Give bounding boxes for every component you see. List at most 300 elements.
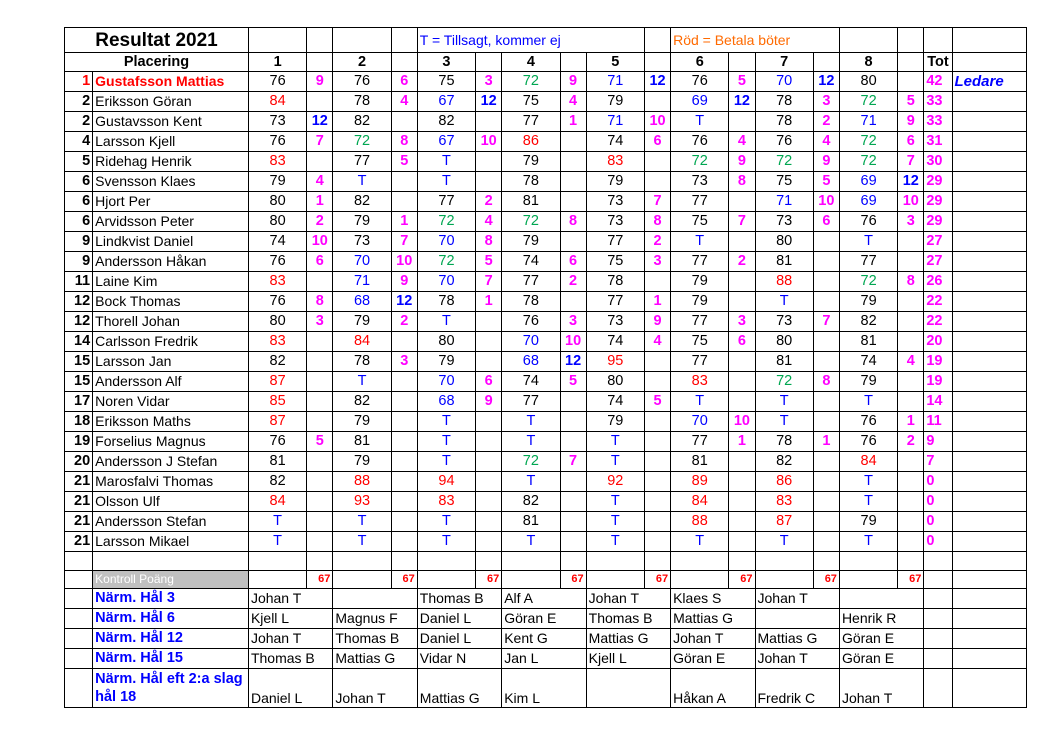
score-cell: 75 xyxy=(671,332,729,352)
score-cell: 69 xyxy=(671,92,729,112)
points-cell: 2 xyxy=(644,232,670,252)
score-cell: 69 xyxy=(839,172,897,192)
points-cell: 3 xyxy=(307,312,333,332)
table-row xyxy=(65,492,1027,512)
points-cell: 3 xyxy=(476,72,502,92)
player-name: Eriksson Göran xyxy=(93,92,249,112)
kontroll-value: 67 xyxy=(729,571,755,589)
points-cell xyxy=(729,232,755,252)
score-cell: 81 xyxy=(839,332,897,352)
closest-winner xyxy=(755,609,839,629)
kontroll-value: 67 xyxy=(898,571,924,589)
player-total: 29 xyxy=(924,192,952,212)
points-cell: 8 xyxy=(644,212,670,232)
points-cell xyxy=(729,292,755,312)
points-cell xyxy=(813,472,839,492)
score-cell: T xyxy=(417,172,475,192)
points-cell: 3 xyxy=(898,212,924,232)
extra-cell xyxy=(952,512,1027,532)
extra-cell xyxy=(952,452,1027,472)
points-cell xyxy=(644,492,670,512)
score-cell: 84 xyxy=(839,452,897,472)
score-cell: 74 xyxy=(502,372,560,392)
extra-cell xyxy=(952,252,1027,272)
score-cell: 77 xyxy=(671,312,729,332)
score-cell: 77 xyxy=(502,392,560,412)
points-cell: 6 xyxy=(898,132,924,152)
extra-cell xyxy=(952,372,1027,392)
score-cell: 77 xyxy=(502,112,560,132)
empty-cell xyxy=(65,649,93,669)
points-cell xyxy=(813,352,839,372)
closest-winner: Göran E xyxy=(839,629,923,649)
points-cell xyxy=(813,252,839,272)
points-cell xyxy=(476,152,502,172)
closest-winner: Jan L xyxy=(502,649,586,669)
empty-cell xyxy=(65,609,93,629)
closest-winner: Alf A xyxy=(502,589,586,609)
score-cell: 70 xyxy=(333,252,391,272)
points-cell: 10 xyxy=(391,252,417,272)
closest-winner: Johan T xyxy=(839,669,923,708)
table-row xyxy=(65,72,1027,92)
points-cell: 2 xyxy=(307,212,333,232)
player-place: 9 xyxy=(65,232,93,252)
score-cell: 75 xyxy=(671,212,729,232)
closest-winner: Håkan A xyxy=(671,669,755,708)
points-cell: 6 xyxy=(813,212,839,232)
player-name: Larsson Kjell xyxy=(93,132,249,152)
score-cell: 80 xyxy=(248,212,306,232)
extra-cell xyxy=(952,172,1027,192)
player-place: 1 xyxy=(65,72,93,92)
closest-label: Närm. Hål eft 2:a slag hål 18 xyxy=(93,669,249,708)
points-cell xyxy=(898,232,924,252)
points-cell: 3 xyxy=(391,352,417,372)
score-cell: 82 xyxy=(839,312,897,332)
score-cell: 68 xyxy=(502,352,560,372)
score-cell: 95 xyxy=(586,352,644,372)
score-cell: 76 xyxy=(333,72,391,92)
points-cell: 6 xyxy=(560,252,586,272)
score-cell: 77 xyxy=(502,272,560,292)
score-cell: 86 xyxy=(755,472,813,492)
score-cell: 76 xyxy=(248,252,306,272)
score-cell: 72 xyxy=(417,252,475,272)
score-cell: 76 xyxy=(248,132,306,152)
score-cell: 82 xyxy=(333,192,391,212)
points-cell xyxy=(476,412,502,432)
points-cell: 12 xyxy=(476,92,502,112)
score-cell: 88 xyxy=(671,512,729,532)
extra-cell xyxy=(952,92,1027,112)
closest-row xyxy=(65,669,1027,708)
closest-winner: Johan T xyxy=(248,629,332,649)
score-cell: T xyxy=(755,412,813,432)
closest-winner: Mattias G xyxy=(671,609,755,629)
points-cell xyxy=(644,472,670,492)
empty-cell xyxy=(671,571,729,589)
player-total: 31 xyxy=(924,132,952,152)
empty-cell xyxy=(952,609,1027,629)
score-cell: T xyxy=(586,512,644,532)
points-cell xyxy=(307,412,333,432)
score-cell: 77 xyxy=(671,352,729,372)
points-cell: 5 xyxy=(644,392,670,412)
points-cell: 10 xyxy=(898,192,924,212)
header-round-pts-8 xyxy=(898,53,924,72)
closest-winner: Henrik R xyxy=(839,609,923,629)
points-cell xyxy=(391,192,417,212)
points-cell: 3 xyxy=(813,92,839,112)
score-cell: T xyxy=(671,392,729,412)
score-cell: T xyxy=(417,152,475,172)
player-total: 7 xyxy=(924,452,952,472)
points-cell xyxy=(391,412,417,432)
score-cell: 79 xyxy=(333,452,391,472)
points-cell xyxy=(560,192,586,212)
player-total: 27 xyxy=(924,252,952,272)
player-total: 22 xyxy=(924,292,952,312)
points-cell: 2 xyxy=(560,272,586,292)
points-cell: 12 xyxy=(644,72,670,92)
points-cell: 10 xyxy=(644,112,670,132)
points-cell xyxy=(560,512,586,532)
score-cell: 71 xyxy=(755,192,813,212)
score-cell: 80 xyxy=(586,372,644,392)
points-cell xyxy=(729,352,755,372)
score-cell: 70 xyxy=(502,332,560,352)
score-cell: 75 xyxy=(755,172,813,192)
extra-cell xyxy=(952,212,1027,232)
points-cell xyxy=(813,492,839,512)
points-cell: 6 xyxy=(307,252,333,272)
player-total: 9 xyxy=(924,432,952,452)
empty-cell xyxy=(586,552,644,571)
closest-winner: Johan T xyxy=(671,629,755,649)
points-cell xyxy=(391,532,417,552)
score-cell: 78 xyxy=(586,272,644,292)
empty-cell xyxy=(924,629,952,649)
points-cell: 3 xyxy=(560,312,586,332)
closest-label: Närm. Hål 12 xyxy=(93,629,249,649)
score-cell: 77 xyxy=(586,292,644,312)
points-cell: 7 xyxy=(898,152,924,172)
player-total: 30 xyxy=(924,152,952,172)
score-cell: 72 xyxy=(502,452,560,472)
points-cell: 9 xyxy=(729,152,755,172)
points-cell xyxy=(560,472,586,492)
table-row xyxy=(65,92,1027,112)
closest-winner: Göran E xyxy=(839,649,923,669)
points-cell xyxy=(560,132,586,152)
score-cell: 72 xyxy=(333,132,391,152)
score-cell: T xyxy=(502,412,560,432)
player-place: 20 xyxy=(65,452,93,472)
legend-rod: Röd = Betala böter xyxy=(671,28,840,53)
points-cell: 1 xyxy=(307,192,333,212)
score-cell: 74 xyxy=(248,232,306,252)
points-cell xyxy=(813,532,839,552)
empty-cell xyxy=(65,629,93,649)
score-cell: 82 xyxy=(502,492,560,512)
score-cell: 73 xyxy=(755,312,813,332)
score-cell: 78 xyxy=(755,92,813,112)
player-place: 21 xyxy=(65,532,93,552)
score-cell: 80 xyxy=(248,312,306,332)
points-cell: 8 xyxy=(560,212,586,232)
points-cell: 8 xyxy=(898,272,924,292)
score-cell: 86 xyxy=(502,132,560,152)
score-cell: 72 xyxy=(839,132,897,152)
points-cell: 9 xyxy=(898,112,924,132)
points-cell: 4 xyxy=(813,132,839,152)
player-total: 14 xyxy=(924,392,952,412)
points-cell: 5 xyxy=(813,172,839,192)
points-cell xyxy=(813,452,839,472)
score-cell: T xyxy=(417,532,475,552)
extra-cell xyxy=(952,432,1027,452)
score-cell: 84 xyxy=(248,92,306,112)
points-cell: 2 xyxy=(391,312,417,332)
player-name: Andersson J Stefan xyxy=(93,452,249,472)
header-round-pts-5 xyxy=(644,53,670,72)
points-cell xyxy=(391,392,417,412)
closest-winner: Vidar N xyxy=(417,649,501,669)
score-cell: 82 xyxy=(333,112,391,132)
closest-label: Närm. Hål 15 xyxy=(93,649,249,669)
player-total: 0 xyxy=(924,492,952,512)
score-cell: 85 xyxy=(248,392,306,412)
points-cell xyxy=(898,252,924,272)
player-place: 11 xyxy=(65,272,93,292)
score-cell: 83 xyxy=(417,492,475,512)
points-cell: 3 xyxy=(729,312,755,332)
player-name: Larsson Mikael xyxy=(93,532,249,552)
empty-cell xyxy=(560,552,586,571)
score-cell: 80 xyxy=(755,332,813,352)
points-cell: 9 xyxy=(560,72,586,92)
empty-cell xyxy=(924,552,952,571)
points-cell xyxy=(560,152,586,172)
results-table xyxy=(64,27,1027,708)
score-cell: 83 xyxy=(248,152,306,172)
player-place: 15 xyxy=(65,372,93,392)
player-total: 19 xyxy=(924,352,952,372)
closest-winner: Johan T xyxy=(248,589,332,609)
header-round-pts-3 xyxy=(476,53,502,72)
points-cell: 7 xyxy=(729,212,755,232)
score-cell: 74 xyxy=(502,252,560,272)
score-cell: 81 xyxy=(502,192,560,212)
points-cell xyxy=(391,512,417,532)
score-cell: 79 xyxy=(417,352,475,372)
score-cell: 84 xyxy=(248,492,306,512)
points-cell: 1 xyxy=(813,432,839,452)
score-cell: T xyxy=(839,232,897,252)
player-total: 22 xyxy=(924,312,952,332)
empty-cell xyxy=(898,552,924,571)
empty-cell xyxy=(502,571,560,589)
player-name: Andersson Alf xyxy=(93,372,249,392)
points-cell xyxy=(307,352,333,372)
points-cell: 7 xyxy=(560,452,586,472)
player-place: 6 xyxy=(65,192,93,212)
score-cell: 83 xyxy=(248,272,306,292)
points-cell xyxy=(898,372,924,392)
empty-cell xyxy=(952,629,1027,649)
player-name: Lindkvist Daniel xyxy=(93,232,249,252)
header-round-6: 6 xyxy=(671,53,729,72)
points-cell: 4 xyxy=(898,352,924,372)
leader-note: Ledare xyxy=(952,72,1027,92)
header-round-2: 2 xyxy=(333,53,391,72)
score-cell: 83 xyxy=(248,332,306,352)
header-round-1: 1 xyxy=(248,53,306,72)
player-total: 0 xyxy=(924,532,952,552)
extra-cell xyxy=(952,412,1027,432)
score-cell: 80 xyxy=(417,332,475,352)
points-cell: 1 xyxy=(560,112,586,132)
empty-cell xyxy=(476,552,502,571)
points-cell xyxy=(560,392,586,412)
closest-winner: Daniel L xyxy=(417,609,501,629)
score-cell: T xyxy=(502,532,560,552)
player-place: 18 xyxy=(65,412,93,432)
closest-winner xyxy=(839,589,923,609)
player-name: Ridehag Henrik xyxy=(93,152,249,172)
player-place: 5 xyxy=(65,152,93,172)
player-place: 15 xyxy=(65,352,93,372)
kontroll-value: 67 xyxy=(813,571,839,589)
score-cell: 75 xyxy=(417,72,475,92)
extra-cell xyxy=(952,152,1027,172)
empty-cell xyxy=(924,571,952,589)
score-cell: 73 xyxy=(755,212,813,232)
header-round-pts-7 xyxy=(813,53,839,72)
score-cell: 81 xyxy=(248,452,306,472)
score-cell: 78 xyxy=(755,432,813,452)
empty-cell xyxy=(671,552,729,571)
player-name: Thorell Johan xyxy=(93,312,249,332)
score-cell: 79 xyxy=(839,372,897,392)
empty-cell xyxy=(502,552,560,571)
score-cell: 73 xyxy=(586,212,644,232)
score-cell: 81 xyxy=(333,432,391,452)
points-cell xyxy=(391,432,417,452)
points-cell xyxy=(644,452,670,472)
score-cell: 72 xyxy=(755,372,813,392)
table-row xyxy=(65,312,1027,332)
score-cell: T xyxy=(839,532,897,552)
table-row xyxy=(65,472,1027,492)
score-cell: T xyxy=(586,432,644,452)
points-cell xyxy=(391,112,417,132)
header-round-4: 4 xyxy=(502,53,560,72)
player-name: Marosfalvi Thomas xyxy=(93,472,249,492)
table-row xyxy=(65,172,1027,192)
points-cell: 8 xyxy=(476,232,502,252)
points-cell: 5 xyxy=(729,72,755,92)
score-cell: 79 xyxy=(333,312,391,332)
player-place: 2 xyxy=(65,112,93,132)
points-cell xyxy=(476,352,502,372)
points-cell: 12 xyxy=(813,72,839,92)
score-cell: 70 xyxy=(417,372,475,392)
closest-winner: Thomas B xyxy=(586,609,670,629)
points-cell xyxy=(560,532,586,552)
score-cell: 73 xyxy=(671,172,729,192)
player-total: 33 xyxy=(924,112,952,132)
player-place: 19 xyxy=(65,432,93,452)
points-cell xyxy=(391,472,417,492)
table-row xyxy=(65,212,1027,232)
points-cell xyxy=(644,272,670,292)
points-cell xyxy=(644,92,670,112)
empty-cell xyxy=(644,552,670,571)
closest-winner: Mattias G xyxy=(417,669,501,708)
table-row xyxy=(65,192,1027,212)
empty-cell xyxy=(924,609,952,629)
player-total: 29 xyxy=(924,172,952,192)
score-cell: 87 xyxy=(755,512,813,532)
closest-label: Närm. Hål 3 xyxy=(93,589,249,609)
player-total: 0 xyxy=(924,512,952,532)
empty-cell xyxy=(248,571,306,589)
table-row xyxy=(65,432,1027,452)
points-cell xyxy=(560,432,586,452)
points-cell: 4 xyxy=(729,132,755,152)
empty-cell xyxy=(755,552,813,571)
score-cell: 75 xyxy=(502,92,560,112)
score-cell: T xyxy=(333,172,391,192)
empty-cell xyxy=(248,552,306,571)
score-cell: 78 xyxy=(502,172,560,192)
points-cell xyxy=(307,532,333,552)
points-cell xyxy=(476,472,502,492)
table-row xyxy=(65,352,1027,372)
points-cell xyxy=(307,272,333,292)
points-cell xyxy=(898,332,924,352)
points-cell: 4 xyxy=(476,212,502,232)
points-cell xyxy=(560,492,586,512)
score-cell: T xyxy=(839,472,897,492)
points-cell: 1 xyxy=(898,412,924,432)
points-cell: 8 xyxy=(729,172,755,192)
points-cell xyxy=(476,512,502,532)
points-cell: 2 xyxy=(898,432,924,452)
table-row xyxy=(65,132,1027,152)
closest-winner: Kjell L xyxy=(248,609,332,629)
score-cell: T xyxy=(417,312,475,332)
closest-winner: Johan T xyxy=(333,669,417,708)
empty-cell xyxy=(952,589,1027,609)
score-cell: 78 xyxy=(417,292,475,312)
points-cell: 12 xyxy=(391,292,417,312)
score-cell: T xyxy=(248,532,306,552)
points-cell: 8 xyxy=(813,372,839,392)
score-cell: 76 xyxy=(671,72,729,92)
score-cell: T xyxy=(755,532,813,552)
table-row xyxy=(65,332,1027,352)
score-cell: 68 xyxy=(333,292,391,312)
legend-tillsagt: T = Tillsagt, kommer ej xyxy=(417,28,586,53)
score-cell: 94 xyxy=(417,472,475,492)
empty-cell xyxy=(65,552,93,571)
score-cell: 79 xyxy=(333,212,391,232)
player-name: Gustavsson Kent xyxy=(93,112,249,132)
points-cell: 10 xyxy=(476,132,502,152)
